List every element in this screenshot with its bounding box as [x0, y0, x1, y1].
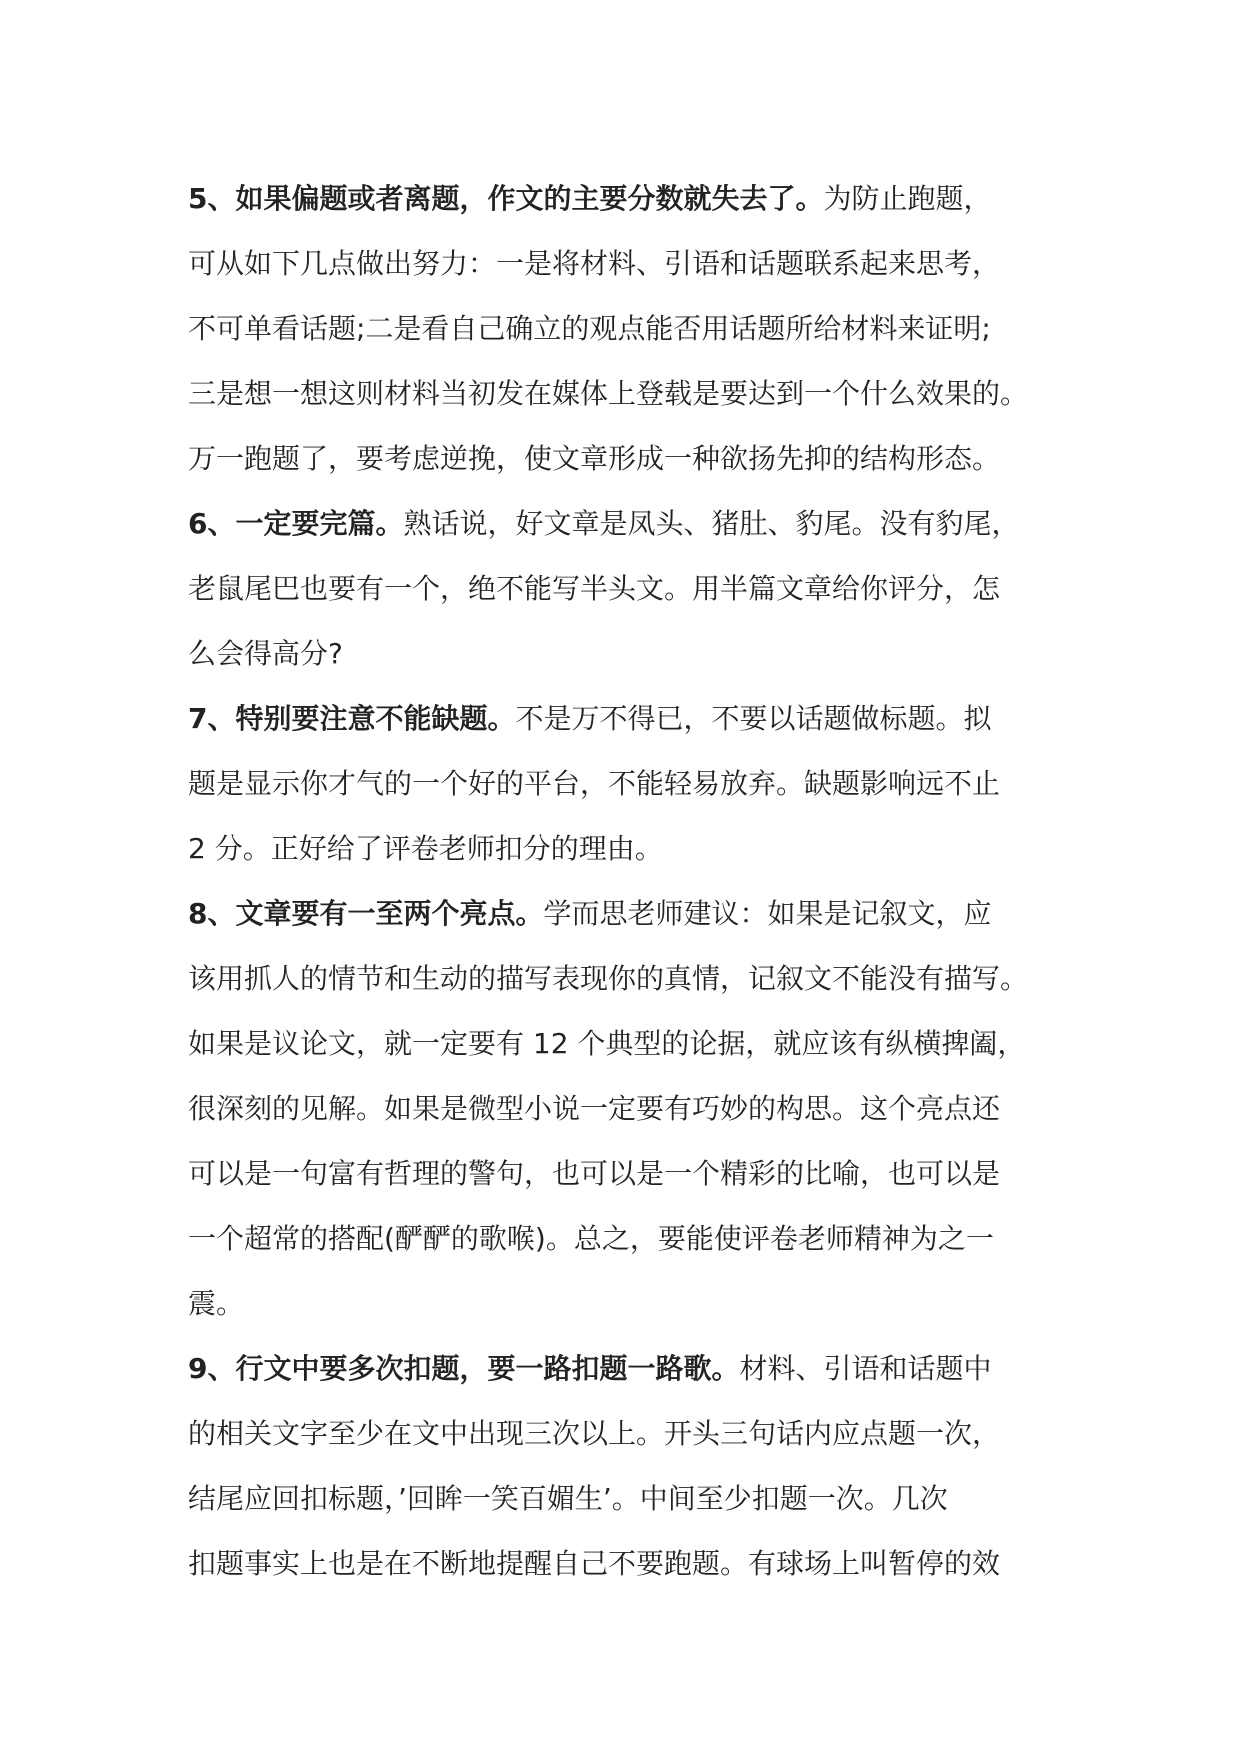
text-line [188, 1466, 1088, 1531]
heading-text: 9、行文中要多次扣题，要一路扣题一路歌。 [188, 1352, 740, 1385]
body-text: 三是想一想这则材料当初发在媒体上登载是要达到一个什么效果的。 [188, 377, 1029, 410]
text-line [188, 1401, 1088, 1466]
paragraph-5 [188, 166, 1088, 491]
body-text: 震。 [188, 1287, 245, 1320]
text-line [188, 426, 1088, 491]
text-line [188, 1011, 1088, 1076]
heading-text: 5、如果偏题或者离题，作文的主要分数就失去了。 [188, 182, 824, 215]
body-text: 可从如下几点做出努力：一是将材料、引语和话题联系起来思考， [188, 247, 1001, 280]
body-text: 材料、引语和话题中 [739, 1352, 992, 1385]
text-line [188, 166, 1088, 231]
paragraph-6 [188, 491, 1088, 686]
text-line [188, 1531, 1088, 1596]
body-text: 熟话说，好文章是凤头、猪肚、豹尾。没有豹尾， [403, 507, 1020, 540]
body-text: 万一跑题了，要考虑逆挽，使文章形成一种欲扬先抑的结构形态。 [188, 442, 1001, 475]
text-line [188, 231, 1088, 296]
body-text: 的相关文字至少在文中出现三次以上。开头三句话内应点题一次， [188, 1417, 1001, 1450]
body-text: 可以是一句富有哲理的警句，也可以是一个精彩的比喻，也可以是 [188, 1157, 1001, 1190]
text-line [188, 491, 1088, 556]
heading-text: 8、文章要有一至两个亮点。 [188, 897, 544, 930]
text-line [188, 1076, 1088, 1141]
text-line [188, 946, 1088, 1011]
text-line [188, 1271, 1088, 1336]
text-line [188, 751, 1088, 816]
body-text: 一个超常的搭配(酽酽的歌喉)。总之，要能使评卷老师精神为之一 [188, 1222, 994, 1255]
text-line [188, 361, 1088, 426]
body-text: 2 分。正好给了评卷老师扣分的理由。 [188, 832, 663, 865]
document-body [188, 166, 1088, 1596]
text-line [188, 556, 1088, 621]
text-line [188, 296, 1088, 361]
paragraph-8 [188, 881, 1088, 1336]
body-text: 不是万不得已，不要以话题做标题。拟 [515, 702, 992, 735]
paragraph-7 [188, 686, 1088, 881]
body-text: 扣题事实上也是在不断地提醒自己不要跑题。有球场上叫暂停的效 [188, 1547, 1001, 1580]
body-text: 该用抓人的情节和生动的描写表现你的真情，记叙文不能没有描写。 [188, 962, 1029, 995]
body-text: 如果是议论文，就一定要有 12 个典型的论据，就应该有纵横捭阖， [188, 1027, 1026, 1060]
text-line [188, 816, 1088, 881]
body-text: 题是显示你才气的一个好的平台，不能轻易放弃。缺题影响远不止 [188, 767, 1001, 800]
text-line [188, 1206, 1088, 1271]
text-line [188, 686, 1088, 751]
body-text: 学而思老师建议：如果是记叙文，应 [543, 897, 992, 930]
paragraph-9 [188, 1336, 1088, 1596]
text-line [188, 881, 1088, 946]
body-text: 很深刻的见解。如果是微型小说一定要有巧妙的构思。这个亮点还 [188, 1092, 1001, 1125]
heading-text: 6、一定要完篇。 [188, 507, 404, 540]
body-text: 不可单看话题;二是看自己确立的观点能否用话题所给材料来证明; [188, 312, 991, 345]
body-text: 结尾应回扣标题，’回眸一笑百媚生’。中间至少扣题一次。几次 [188, 1482, 948, 1515]
body-text: 么会得高分? [188, 637, 343, 670]
text-line [188, 1141, 1088, 1206]
heading-text: 7、特别要注意不能缺题。 [188, 702, 516, 735]
body-text: 为防止跑题， [823, 182, 992, 215]
body-text: 老鼠尾巴也要有一个，绝不能写半头文。用半篇文章给你评分，怎 [188, 572, 1001, 605]
text-line [188, 1336, 1088, 1401]
text-line [188, 621, 1088, 686]
